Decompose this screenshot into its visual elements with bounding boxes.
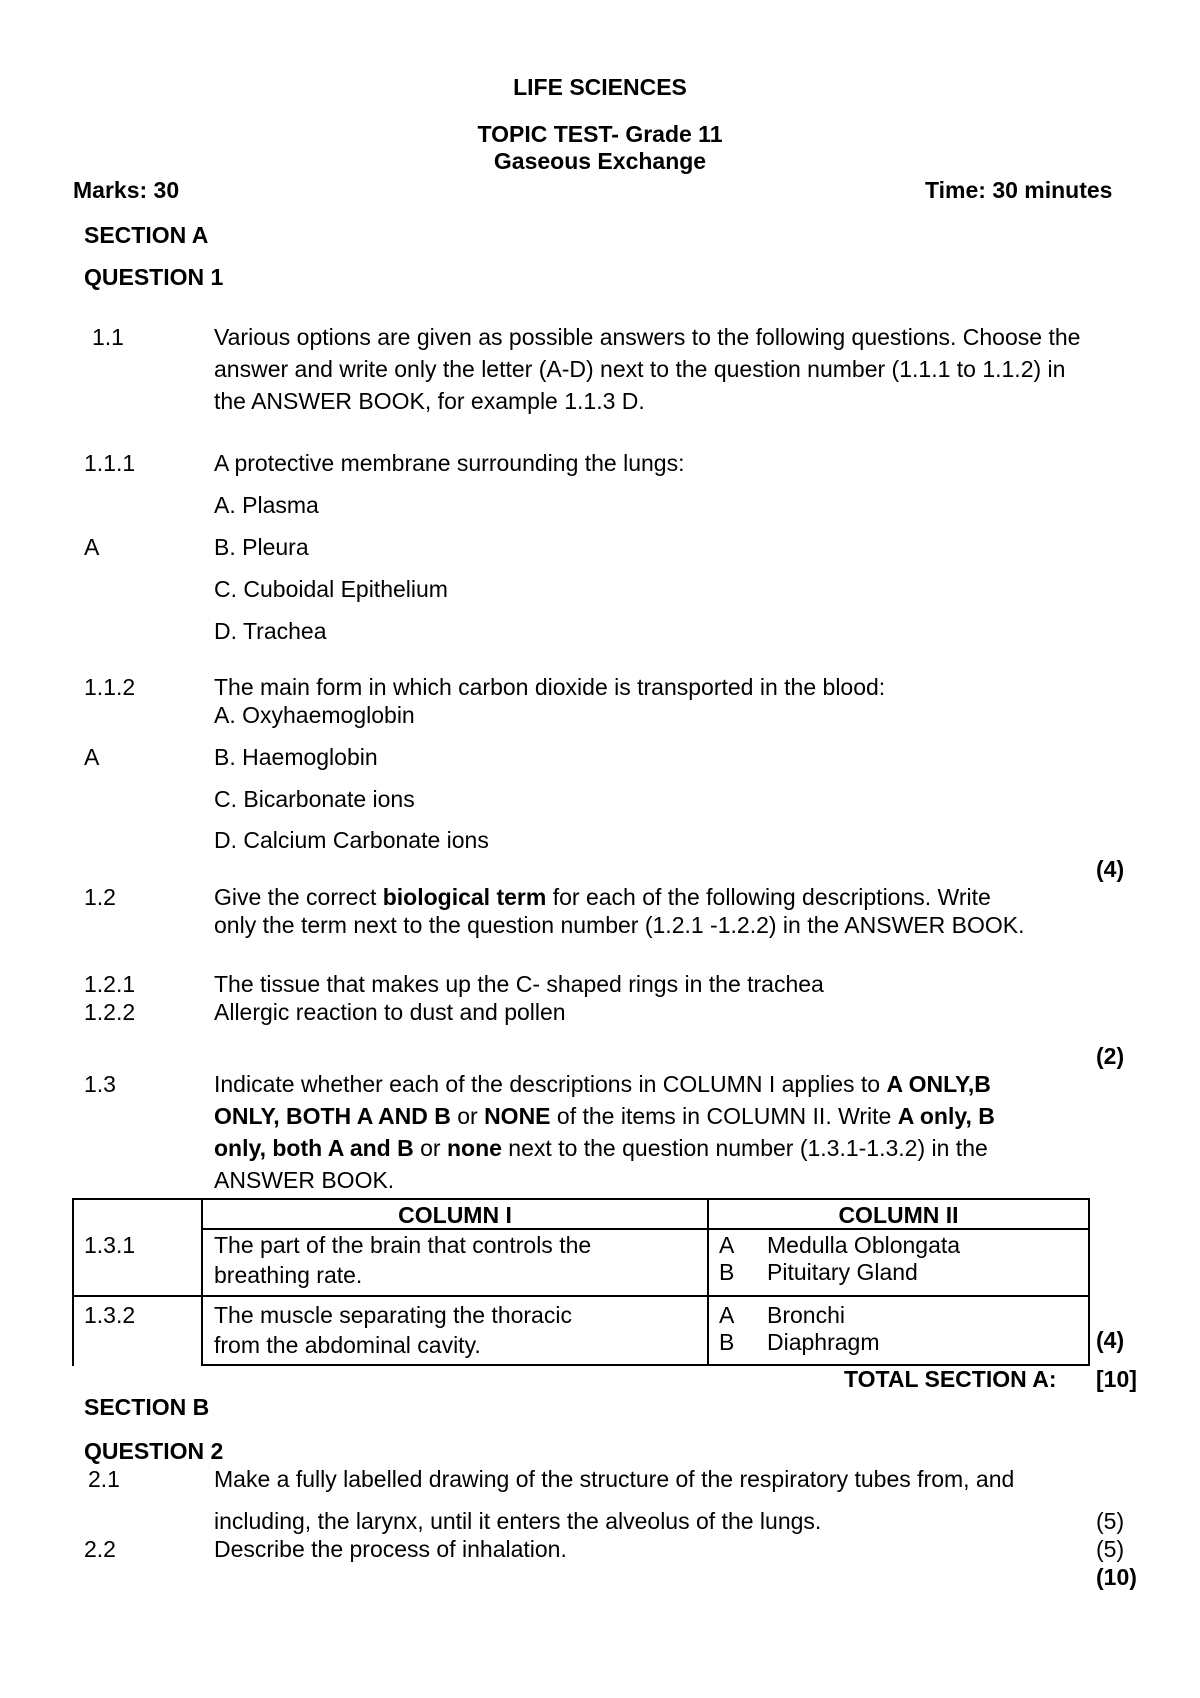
instruction-line: Give the correct biological term for each of the following descriptions. Write — [214, 884, 991, 910]
row-number: 1.3.1 — [84, 1232, 136, 1258]
test-title: TOPIC TEST- Grade 11 — [477, 121, 723, 147]
answer-option: B. Pleura — [214, 534, 309, 560]
document-subject: LIFE SCIENCES — [513, 74, 687, 100]
instruction-line: ANSWER BOOK. — [214, 1167, 395, 1193]
answer-option: B. Haemoglobin — [214, 744, 378, 770]
row-description: The muscle separating the thoracic — [214, 1302, 572, 1328]
row-number: 1.3.2 — [84, 1302, 136, 1328]
row-description: from the abdominal cavity. — [214, 1332, 481, 1358]
column-header: COLUMN I — [398, 1202, 512, 1228]
marks-allocation: (2) — [1096, 1043, 1125, 1069]
question-number: 1.1.1 — [84, 450, 136, 476]
question-number: 1.2.1 — [84, 971, 136, 997]
option-text: Medulla Oblongata — [767, 1232, 961, 1258]
option-letter: A — [719, 1232, 735, 1258]
row-description: breathing rate. — [214, 1262, 363, 1288]
option-letter: B — [719, 1259, 735, 1285]
section-a-title: SECTION A — [84, 222, 209, 248]
marks-allocation: (5) — [1096, 1508, 1125, 1534]
test-topic: Gaseous Exchange — [493, 148, 707, 174]
instruction-line: Indicate whether each of the descriptions in COLUMN I applies to A ONLY,B — [214, 1071, 991, 1097]
answer-option: D. Trachea — [214, 618, 327, 644]
question-1-title: QUESTION 1 — [84, 264, 224, 290]
instruction-line: only, both A and B or none next to the question number (1.3.1-1.3.2) in the — [214, 1135, 988, 1161]
question-number: 1.1 — [92, 324, 124, 350]
question-number: 1.1.2 — [84, 674, 136, 700]
total-section-a-label: TOTAL SECTION A: — [844, 1366, 1057, 1392]
instruction-line: the ANSWER BOOK, for example 1.1.3 D. — [214, 388, 645, 414]
marks-allocation: (5) — [1096, 1536, 1125, 1562]
instruction-line: answer and write only the letter (A-D) next to the question number (1.1.1 to 1.1.2) in — [214, 356, 1066, 382]
question-text: including, the larynx, until it enters the alveolus of the lungs. — [214, 1508, 822, 1534]
section-b-title: SECTION B — [84, 1394, 210, 1420]
marks-label: Marks: 30 — [73, 177, 180, 203]
instruction-line: only the term next to the question number (1.2.1 -1.2.2) in the ANSWER BOOK. — [214, 912, 1025, 938]
answer-option: A. Oxyhaemoglobin — [214, 702, 415, 728]
instruction-line: ONLY, BOTH A AND B or NONE of the items in COLUMN II. Write A only, B — [214, 1103, 995, 1129]
question-number: 1.2.2 — [84, 999, 136, 1025]
time-label: Time: 30 minutes — [925, 177, 1113, 203]
row-description: The part of the brain that controls the — [214, 1232, 592, 1258]
question-number: 1.3 — [84, 1071, 116, 1097]
question-stem: A protective membrane surrounding the lungs: — [214, 450, 685, 476]
question-text: The tissue that makes up the C- shaped rings in the trachea — [214, 971, 824, 997]
answer-option: C. Cuboidal Epithelium — [214, 576, 448, 602]
total-section-a-value: [10] — [1096, 1366, 1137, 1392]
question-text: Describe the process of inhalation. — [214, 1536, 567, 1562]
table-border — [72, 1198, 74, 1366]
question-number: 2.2 — [84, 1536, 116, 1562]
column-header: COLUMN II — [838, 1202, 959, 1228]
margin-note: A — [84, 534, 100, 560]
question-2-title: QUESTION 2 — [84, 1438, 224, 1464]
instruction-line: Various options are given as possible answers to the following questions. Choose the — [214, 324, 1081, 350]
question-text: Make a fully labelled drawing of the structure of the respiratory tubes from, and — [214, 1466, 1015, 1492]
answer-option: A. Plasma — [214, 492, 319, 518]
option-letter: B — [719, 1329, 735, 1355]
table-border — [1088, 1198, 1090, 1366]
matching-table — [72, 1198, 1090, 1366]
question-stem: The main form in which carbon dioxide is transported in the blood: — [214, 674, 886, 700]
option-text: Bronchi — [767, 1302, 845, 1328]
table-border — [72, 1198, 1090, 1200]
option-text: Diaphragm — [767, 1329, 880, 1355]
margin-note: A — [84, 744, 100, 770]
table-border — [202, 1228, 1090, 1230]
question-number: 1.2 — [84, 884, 116, 910]
answer-option: C. Bicarbonate ions — [214, 786, 415, 812]
marks-allocation: (4) — [1096, 856, 1125, 882]
question-number: 2.1 — [88, 1466, 120, 1492]
option-text: Pituitary Gland — [767, 1259, 918, 1285]
marks-allocation: (4) — [1096, 1327, 1125, 1353]
question-2-total: (10) — [1096, 1564, 1137, 1590]
answer-option: D. Calcium Carbonate ions — [214, 827, 489, 853]
table-border — [72, 1295, 1090, 1297]
option-letter: A — [719, 1302, 735, 1328]
question-text: Allergic reaction to dust and pollen — [214, 999, 566, 1025]
